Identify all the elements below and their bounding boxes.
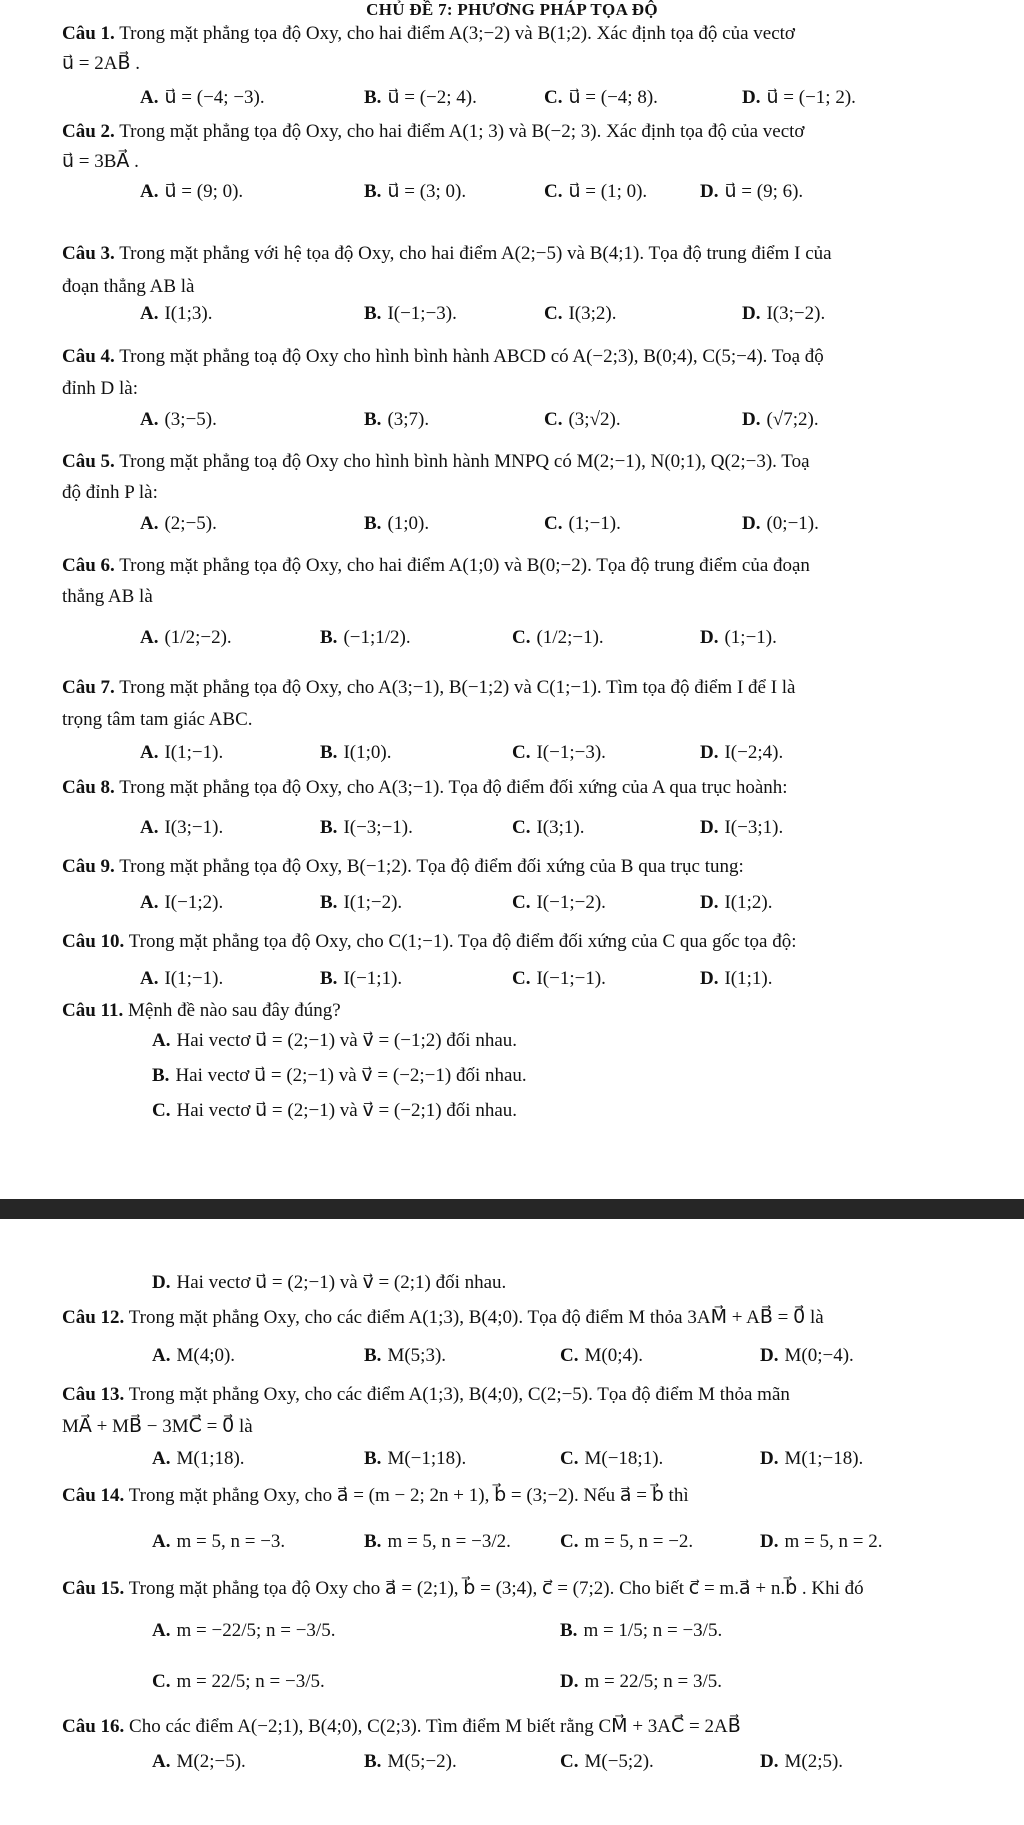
q15-option-b[interactable]: B. m = 1/5; n = −3/5.	[560, 1620, 723, 1641]
q14-option-a[interactable]: A. m = 5, n = −3.	[152, 1531, 286, 1552]
q14-option-d[interactable]: D. m = 5, n = 2.	[760, 1531, 883, 1552]
question-2-stem-cont: u⃗ = 3BA⃗ .	[62, 151, 139, 172]
question-6-stem-cont: thẳng AB là	[62, 586, 153, 607]
q12-option-d[interactable]: D. M(0;−4).	[760, 1345, 854, 1366]
page-title: CHỦ ĐỀ 7: PHƯƠNG PHÁP TỌA ĐỘ	[366, 0, 658, 19]
q13-option-c[interactable]: C. M(−18;1).	[560, 1448, 664, 1469]
question-5-stem-cont: độ đỉnh P là:	[62, 482, 158, 503]
q12-option-c[interactable]: C. M(0;4).	[560, 1345, 644, 1366]
q3-option-c[interactable]: C. I(3;2).	[544, 303, 617, 324]
question-16-stem: Câu 16. Cho các điểm A(−2;1), B(4;0), C(2;3). Tìm điểm M biết rằng CM⃗ + 3AC⃗ = 2AB⃗	[62, 1716, 741, 1737]
q14-option-b[interactable]: B. m = 5, n = −3/2.	[364, 1531, 511, 1552]
question-11-stem: Câu 11. Mệnh đề nào sau đây đúng?	[62, 1000, 341, 1021]
q8-option-c[interactable]: C. I(3;1).	[512, 817, 585, 838]
question-10-stem: Câu 10. Trong mặt phẳng tọa độ Oxy, cho C(1;−1). Tọa độ điểm đối xứng của C qua gốc tọa độ:	[62, 931, 797, 952]
q10-option-a[interactable]: A. I(1;−1).	[140, 968, 224, 989]
q10-option-c[interactable]: C. I(−1;−1).	[512, 968, 606, 989]
question-1-stem-cont: u⃗ = 2AB⃗ .	[62, 53, 141, 74]
q1-option-a[interactable]: A. u⃗ = (−4; −3).	[140, 87, 265, 108]
q6-option-c[interactable]: C. (1/2;−1).	[512, 627, 604, 648]
q2-option-a[interactable]: A. u⃗ = (9; 0).	[140, 181, 244, 202]
q1-option-b[interactable]: B. u⃗ = (−2; 4).	[364, 87, 477, 108]
q2-option-c[interactable]: C. u⃗ = (1; 0).	[544, 181, 648, 202]
q9-option-b[interactable]: B. I(1;−2).	[320, 892, 403, 913]
q15-option-c[interactable]: C. m = 22/5; n = −3/5.	[152, 1671, 325, 1692]
question-9-stem: Câu 9. Trong mặt phẳng tọa độ Oxy, B(−1;2). Tọa độ điểm đối xứng của B qua trục tung:	[62, 856, 744, 877]
q9-option-a[interactable]: A. I(−1;2).	[140, 892, 224, 913]
q7-option-c[interactable]: C. I(−1;−3).	[512, 742, 606, 763]
question-8-stem: Câu 8. Trong mặt phẳng tọa độ Oxy, cho A(3;−1). Tọa độ điểm đối xứng của A qua trục hoành:	[62, 777, 788, 798]
question-15-stem: Câu 15. Trong mặt phẳng tọa độ Oxy cho a⃗ = (2;1), b⃗ = (3;4), c⃗ = (7;2). Cho biết c⃗ = m.a⃗ + n.b⃗ . Khi đó	[62, 1578, 864, 1599]
q2-option-b[interactable]: B. u⃗ = (3; 0).	[364, 181, 467, 202]
question-5-stem: Câu 5. Trong mặt phẳng toạ độ Oxy cho hình bình hành MNPQ có M(2;−1), N(0;1), Q(2;−3). Toạ	[62, 451, 810, 472]
q5-option-c[interactable]: C. (1;−1).	[544, 513, 621, 534]
q16-option-d[interactable]: D. M(2;5).	[760, 1751, 844, 1772]
question-13-stem: Câu 13. Trong mặt phẳng Oxy, cho các điểm A(1;3), B(4;0), C(2;−5). Tọa độ điểm M thỏa mãn	[62, 1384, 790, 1405]
q13-option-d[interactable]: D. M(1;−18).	[760, 1448, 864, 1469]
question-6-stem: Câu 6. Trong mặt phẳng tọa độ Oxy, cho hai điểm A(1;0) và B(0;−2). Tọa độ trung điểm của đoạn	[62, 555, 810, 576]
question-14-stem: Câu 14. Trong mặt phẳng Oxy, cho a⃗ = (m − 2; 2n + 1), b⃗ = (3;−2). Nếu a⃗ = b⃗ thì	[62, 1485, 689, 1506]
q5-option-d[interactable]: D. (0;−1).	[742, 513, 819, 534]
q7-option-a[interactable]: A. I(1;−1).	[140, 742, 224, 763]
q11-option-d[interactable]: D. Hai vectơ u⃗ = (2;−1) và v⃗ = (2;1) đối nhau.	[152, 1272, 507, 1293]
q11-option-c[interactable]: C. Hai vectơ u⃗ = (2;−1) và v⃗ = (−2;1) đối nhau.	[152, 1100, 518, 1121]
q11-option-a[interactable]: A. Hai vectơ u⃗ = (2;−1) và v⃗ = (−1;2) đối nhau.	[152, 1030, 518, 1051]
question-2-stem: Câu 2. Trong mặt phẳng tọa độ Oxy, cho hai điểm A(1; 3) và B(−2; 3). Xác định tọa độ của vectơ	[62, 121, 805, 142]
q5-option-a[interactable]: A. (2;−5).	[140, 513, 217, 534]
q7-option-b[interactable]: B. I(1;0).	[320, 742, 392, 763]
question-1-stem: Câu 1. Trong mặt phẳng tọa độ Oxy, cho hai điểm A(3;−2) và B(1;2). Xác định tọa độ của vectơ	[62, 23, 795, 44]
q4-option-d[interactable]: D. (√7;2).	[742, 409, 819, 430]
q12-option-b[interactable]: B. M(5;3).	[364, 1345, 447, 1366]
q15-option-a[interactable]: A. m = −22/5; n = −3/5.	[152, 1620, 336, 1641]
q10-option-d[interactable]: D. I(1;1).	[700, 968, 773, 989]
q15-option-d[interactable]: D. m = 22/5; n = 3/5.	[560, 1671, 723, 1692]
question-12-stem: Câu 12. Trong mặt phẳng Oxy, cho các điểm A(1;3), B(4;0). Tọa độ điểm M thỏa 3AM⃗ + AB⃗ = 0⃗ là	[62, 1307, 824, 1328]
q11-option-b[interactable]: B. Hai vectơ u⃗ = (2;−1) và v⃗ = (−2;−1) đối nhau.	[152, 1065, 527, 1086]
q9-option-d[interactable]: D. I(1;2).	[700, 892, 773, 913]
q13-option-b[interactable]: B. M(−1;18).	[364, 1448, 467, 1469]
q4-option-c[interactable]: C. (3;√2).	[544, 409, 621, 430]
q16-option-c[interactable]: C. M(−5;2).	[560, 1751, 654, 1772]
q1-option-d[interactable]: D. u⃗ = (−1; 2).	[742, 87, 856, 108]
q6-option-b[interactable]: B. (−1;1/2).	[320, 627, 411, 648]
q1-option-c[interactable]: C. u⃗ = (−4; 8).	[544, 87, 658, 108]
q8-option-a[interactable]: A. I(3;−1).	[140, 817, 224, 838]
question-4-stem-cont: đỉnh D là:	[62, 378, 138, 399]
q16-option-a[interactable]: A. M(2;−5).	[152, 1751, 246, 1772]
q4-option-b[interactable]: B. (3;7).	[364, 409, 430, 430]
q13-option-a[interactable]: A. M(1;18).	[152, 1448, 245, 1469]
question-4-stem: Câu 4. Trong mặt phẳng toạ độ Oxy cho hình bình hành ABCD có A(−2;3), B(0;4), C(5;−4). Toạ độ	[62, 346, 824, 367]
question-7-stem: Câu 7. Trong mặt phẳng tọa độ Oxy, cho A(3;−1), B(−1;2) và C(1;−1). Tìm tọa độ điểm I để I là	[62, 677, 796, 698]
page-break-divider	[0, 1199, 1024, 1219]
q10-option-b[interactable]: B. I(−1;1).	[320, 968, 403, 989]
q7-option-d[interactable]: D. I(−2;4).	[700, 742, 784, 763]
q4-option-a[interactable]: A. (3;−5).	[140, 409, 217, 430]
q8-option-b[interactable]: B. I(−3;−1).	[320, 817, 413, 838]
q6-option-d[interactable]: D. (1;−1).	[700, 627, 777, 648]
q5-option-b[interactable]: B. (1;0).	[364, 513, 430, 534]
q3-option-a[interactable]: A. I(1;3).	[140, 303, 213, 324]
question-3-stem: Câu 3. Trong mặt phẳng với hệ tọa độ Oxy, cho hai điểm A(2;−5) và B(4;1). Tọa độ trung điểm I của	[62, 243, 832, 264]
q8-option-d[interactable]: D. I(−3;1).	[700, 817, 784, 838]
question-3-stem-cont: đoạn thẳng AB là	[62, 276, 195, 297]
q14-option-c[interactable]: C. m = 5, n = −2.	[560, 1531, 694, 1552]
q3-option-d[interactable]: D. I(3;−2).	[742, 303, 826, 324]
q2-option-d[interactable]: D. u⃗ = (9; 6).	[700, 181, 804, 202]
q3-option-b[interactable]: B. I(−1;−3).	[364, 303, 457, 324]
q6-option-a[interactable]: A. (1/2;−2).	[140, 627, 232, 648]
q12-option-a[interactable]: A. M(4;0).	[152, 1345, 236, 1366]
question-7-stem-cont: trọng tâm tam giác ABC.	[62, 709, 253, 730]
q16-option-b[interactable]: B. M(5;−2).	[364, 1751, 457, 1772]
question-13-stem-cont: MA⃗ + MB⃗ − 3MC⃗ = 0⃗ là	[62, 1416, 253, 1437]
q9-option-c[interactable]: C. I(−1;−2).	[512, 892, 606, 913]
